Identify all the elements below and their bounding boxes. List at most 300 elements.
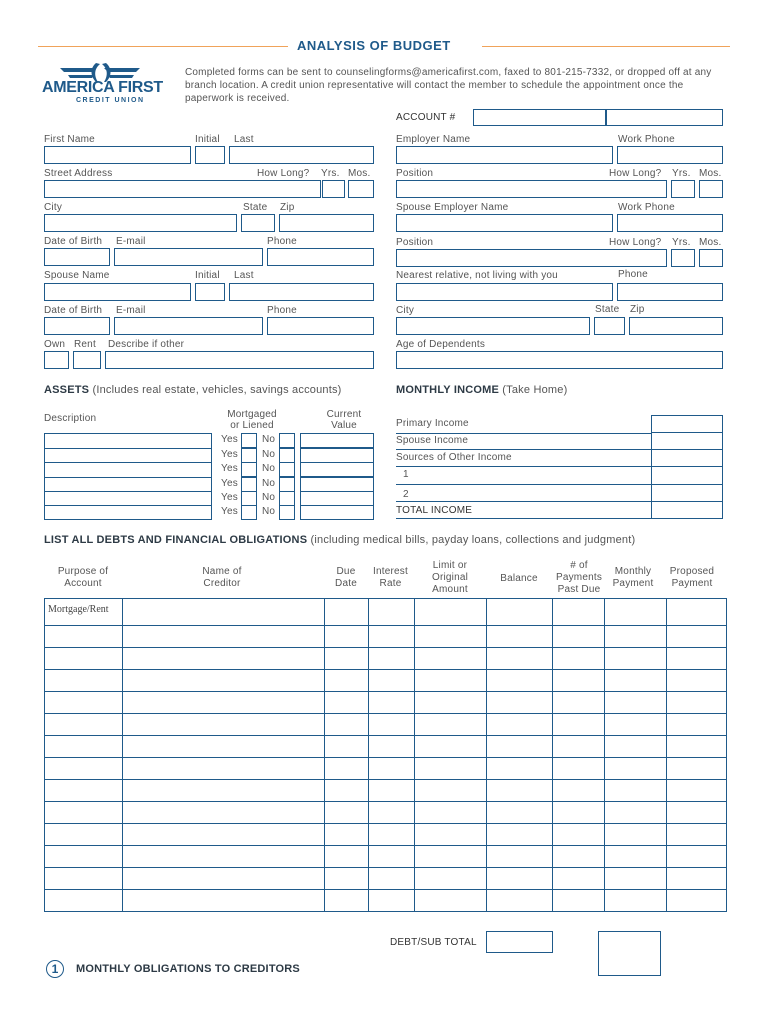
- rent-label: Rent: [74, 339, 96, 350]
- debt-cell[interactable]: [123, 846, 325, 868]
- debt-cell[interactable]: [487, 846, 553, 868]
- debt-cell[interactable]: [667, 780, 727, 802]
- debt-cell[interactable]: [415, 846, 487, 868]
- debt-cell[interactable]: [369, 824, 415, 846]
- date-field[interactable]: [606, 109, 723, 126]
- asset-no-checkbox[interactable]: [279, 433, 295, 448]
- asset-no-checkbox[interactable]: [279, 462, 295, 477]
- debt-cell[interactable]: [415, 626, 487, 648]
- debt-cell[interactable]: [415, 890, 487, 912]
- spouse-email-field[interactable]: [114, 317, 263, 335]
- debt-cell[interactable]: [369, 758, 415, 780]
- describe-field[interactable]: [105, 351, 374, 369]
- asset-yes-label: Yes: [221, 463, 238, 474]
- relative-city-label: City: [396, 305, 415, 316]
- own-label: Own: [44, 339, 66, 350]
- debt-cell[interactable]: [667, 846, 727, 868]
- table-row: [45, 626, 727, 648]
- spouse-name-field[interactable]: [44, 283, 191, 301]
- first-name-field[interactable]: [44, 146, 191, 164]
- income-rule: [396, 501, 651, 502]
- debt-cell[interactable]: [553, 868, 605, 890]
- spouse-work-phone-label: Work Phone: [618, 202, 675, 213]
- table-row: [45, 648, 727, 670]
- other-income-1-field[interactable]: [651, 466, 723, 485]
- debt-cell[interactable]: [123, 890, 325, 912]
- other-income-2-field[interactable]: [651, 484, 723, 502]
- other-income-1-label: 1: [403, 469, 409, 480]
- debt-cell[interactable]: [369, 692, 415, 714]
- spouse-position-label: Position: [396, 237, 434, 248]
- emp-mos-label: Mos.: [699, 168, 722, 179]
- rent-checkbox[interactable]: [73, 351, 101, 369]
- debt-cell[interactable]: [123, 802, 325, 824]
- debt-cell[interactable]: [487, 692, 553, 714]
- spouse-mos-field[interactable]: [699, 249, 723, 267]
- spouse-employer-label: Spouse Employer Name: [396, 202, 509, 213]
- asset-no-checkbox[interactable]: [279, 477, 295, 492]
- debt-cell[interactable]: [605, 599, 667, 626]
- logo-name: AMERICA FIRST: [42, 79, 163, 96]
- spouse-dob-label: Date of Birth: [44, 305, 103, 316]
- employer-field[interactable]: [396, 146, 613, 164]
- spouse-employer-field[interactable]: [396, 214, 613, 232]
- spouse-dob-field[interactable]: [44, 317, 110, 335]
- asset-yes-checkbox[interactable]: [241, 433, 257, 448]
- yrs-field[interactable]: [322, 180, 345, 198]
- or-liened-label: or Liened: [230, 420, 274, 431]
- debt-cell[interactable]: [487, 758, 553, 780]
- position-label: Position: [396, 168, 434, 179]
- asset-yes-label: Yes: [221, 434, 238, 445]
- debt-cell[interactable]: [667, 824, 727, 846]
- america-first-logo: [40, 60, 163, 108]
- phone-label: Phone: [267, 236, 297, 247]
- debt-cell[interactable]: [487, 868, 553, 890]
- current-label: Current: [326, 409, 362, 420]
- title-rule-left: [38, 46, 288, 47]
- debt-cell[interactable]: [553, 802, 605, 824]
- debt-cell[interactable]: [123, 670, 325, 692]
- debt-cell[interactable]: [487, 802, 553, 824]
- initial-label: Initial: [195, 134, 220, 145]
- debt-cell[interactable]: [369, 736, 415, 758]
- subtotal-label: DEBT/SUB TOTAL: [390, 937, 477, 948]
- spouse-work-phone-field[interactable]: [617, 214, 723, 232]
- mortgaged-label: Mortgaged: [227, 409, 277, 420]
- dependents-field[interactable]: [396, 351, 723, 369]
- debt-cell[interactable]: [45, 670, 123, 692]
- debt-cell[interactable]: [369, 670, 415, 692]
- debt-cell[interactable]: [667, 868, 727, 890]
- income-rule: [396, 518, 651, 519]
- debt-cell[interactable]: [415, 824, 487, 846]
- table-row: [45, 714, 727, 736]
- subtotal-monthly-field[interactable]: [598, 931, 661, 976]
- dob-field[interactable]: [44, 248, 110, 266]
- asset-yes-label: Yes: [221, 492, 238, 503]
- other-income-2-label: 2: [403, 489, 409, 500]
- debt-cell[interactable]: [553, 692, 605, 714]
- debt-cell[interactable]: [553, 758, 605, 780]
- table-row: [45, 802, 727, 824]
- asset-value-field[interactable]: [300, 505, 374, 520]
- emp-yrs-field[interactable]: [671, 180, 695, 198]
- debt-cell[interactable]: [605, 802, 667, 824]
- debt-cell[interactable]: [605, 780, 667, 802]
- asset-yes-label: Yes: [221, 449, 238, 460]
- table-row: [45, 736, 727, 758]
- account-number-field[interactable]: [473, 109, 606, 126]
- subtotal-balance-field[interactable]: [486, 931, 553, 953]
- col-past-due-header: # of Payments Past Due: [555, 560, 603, 595]
- debt-cell[interactable]: [123, 780, 325, 802]
- debt-cell[interactable]: [415, 758, 487, 780]
- describe-label: Describe if other: [108, 339, 185, 350]
- income-rule: [396, 466, 651, 467]
- debt-cell[interactable]: [605, 758, 667, 780]
- intro-text: Completed forms can be sent to counselingforms@americafirst.com, faxed to 801-215-7332, or dropped off at any branch location. A credit union representative will contact the member to schedule the appointment once the paperwork is received.: [185, 67, 712, 104]
- state-label: State: [243, 202, 268, 213]
- description-label: Description: [44, 413, 97, 424]
- col-balance-header: Balance: [500, 573, 538, 584]
- asset-no-label: No: [262, 434, 276, 445]
- asset-no-checkbox[interactable]: [279, 505, 295, 520]
- col-monthly-header: Monthly Payment: [612, 566, 654, 589]
- table-row: [45, 758, 727, 780]
- relative-state-label: State: [595, 304, 620, 315]
- debt-cell[interactable]: [605, 890, 667, 912]
- work-phone-label: Work Phone: [618, 134, 675, 145]
- debt-cell[interactable]: [487, 648, 553, 670]
- debt-cell[interactable]: [415, 648, 487, 670]
- dependents-label: Age of Dependents: [396, 339, 486, 350]
- debt-cell[interactable]: [123, 868, 325, 890]
- debt-cell[interactable]: [369, 802, 415, 824]
- spouse-email-label: E-mail: [116, 305, 146, 316]
- city-label: City: [44, 202, 63, 213]
- debt-cell[interactable]: [123, 599, 325, 626]
- value-label: Value: [331, 420, 357, 431]
- title-rule-right: [482, 46, 730, 47]
- asset-value-field[interactable]: [300, 448, 374, 463]
- asset-no-label: No: [262, 492, 276, 503]
- emp-yrs-label: Yrs.: [672, 168, 691, 179]
- debt-cell[interactable]: [553, 780, 605, 802]
- debt-cell[interactable]: [487, 626, 553, 648]
- debt-cell[interactable]: [667, 736, 727, 758]
- total-income-field[interactable]: [651, 501, 723, 519]
- phone-field[interactable]: [267, 248, 374, 266]
- asset-description-field[interactable]: [44, 433, 212, 449]
- debt-cell[interactable]: [415, 714, 487, 736]
- asset-no-label: No: [262, 449, 276, 460]
- debt-cell[interactable]: [667, 890, 727, 912]
- debt-cell[interactable]: [45, 846, 123, 868]
- work-phone-field[interactable]: [617, 146, 723, 164]
- email-label: E-mail: [116, 236, 146, 247]
- debt-cell[interactable]: [487, 890, 553, 912]
- last-label: Last: [234, 134, 254, 145]
- state-field[interactable]: [241, 214, 275, 232]
- debt-cell[interactable]: [325, 692, 369, 714]
- debt-cell[interactable]: [123, 692, 325, 714]
- debt-cell[interactable]: [325, 802, 369, 824]
- table-row: [45, 846, 727, 868]
- zip-field[interactable]: [279, 214, 374, 232]
- debt-cell[interactable]: [487, 780, 553, 802]
- debt-cell[interactable]: [45, 714, 123, 736]
- debt-cell[interactable]: [605, 736, 667, 758]
- debt-cell[interactable]: [553, 824, 605, 846]
- spouse-how-long-label: How Long?: [609, 237, 662, 248]
- debt-cell[interactable]: [123, 758, 325, 780]
- relative-city-field[interactable]: [396, 317, 590, 335]
- dob-label: Date of Birth: [44, 236, 103, 247]
- city-field[interactable]: [44, 214, 237, 232]
- relative-phone-label: Phone: [618, 269, 648, 280]
- debt-cell[interactable]: [325, 736, 369, 758]
- spouse-initial-label: Initial: [195, 270, 220, 281]
- relative-field[interactable]: [396, 283, 613, 301]
- debt-cell[interactable]: [605, 846, 667, 868]
- asset-yes-checkbox[interactable]: [241, 462, 257, 477]
- income-rule: [396, 484, 651, 485]
- asset-no-label: No: [262, 463, 276, 474]
- debt-cell[interactable]: [415, 670, 487, 692]
- debt-cell[interactable]: [605, 648, 667, 670]
- debt-cell[interactable]: [45, 626, 123, 648]
- col-purpose-header: Purpose of Account: [57, 566, 109, 589]
- table-row: [45, 890, 727, 912]
- asset-yes-checkbox[interactable]: [241, 448, 257, 463]
- debt-cell[interactable]: [487, 599, 553, 626]
- debt-cell[interactable]: [325, 648, 369, 670]
- asset-no-label: No: [262, 478, 276, 489]
- logo-sub: CREDIT UNION: [76, 97, 145, 104]
- spouse-initial-field[interactable]: [195, 283, 225, 301]
- income-rule: [396, 449, 651, 450]
- debt-cell[interactable]: [45, 736, 123, 758]
- debt-cell[interactable]: [123, 736, 325, 758]
- debt-cell[interactable]: [325, 626, 369, 648]
- primary-income-field[interactable]: [651, 415, 723, 433]
- debt-cell[interactable]: [415, 736, 487, 758]
- debt-cell[interactable]: [605, 714, 667, 736]
- spouse-last-label: Last: [234, 270, 254, 281]
- asset-value-field[interactable]: [300, 433, 374, 448]
- debt-cell[interactable]: [415, 692, 487, 714]
- debt-cell[interactable]: [369, 846, 415, 868]
- debt-cell[interactable]: [45, 890, 123, 912]
- debt-cell[interactable]: [369, 648, 415, 670]
- debt-cell[interactable]: [667, 599, 727, 626]
- debt-cell-mortgage-rent[interactable]: Mortgage/Rent: [45, 599, 123, 626]
- emp-mos-field[interactable]: [699, 180, 723, 198]
- col-rate-header: Interest Rate: [373, 566, 408, 589]
- section-number-badge: 1: [46, 960, 64, 978]
- street-label: Street Address: [44, 168, 113, 179]
- debt-cell[interactable]: [487, 670, 553, 692]
- income-heading: MONTHLY INCOME (Take Home): [396, 384, 568, 396]
- debt-cell[interactable]: [369, 626, 415, 648]
- spouse-mos-label: Mos.: [699, 237, 722, 248]
- asset-value-field[interactable]: [300, 477, 374, 492]
- debt-cell[interactable]: [369, 780, 415, 802]
- debt-cell[interactable]: [415, 599, 487, 626]
- position-field[interactable]: [396, 180, 667, 198]
- debt-cell[interactable]: [667, 626, 727, 648]
- debt-cell[interactable]: [667, 648, 727, 670]
- how-long-label: How Long?: [257, 168, 310, 179]
- debt-cell[interactable]: [45, 758, 123, 780]
- debt-cell[interactable]: [605, 670, 667, 692]
- assets-heading: ASSETS (Includes real estate, vehicles, savings accounts): [44, 384, 342, 396]
- zip-label: Zip: [280, 202, 295, 213]
- spouse-income-label: Spouse Income: [396, 435, 469, 446]
- debt-cell[interactable]: [325, 758, 369, 780]
- debts-heading: LIST ALL DEBTS AND FINANCIAL OBLIGATIONS (including medical bills, payday loans, collections and judgment): [44, 534, 636, 546]
- mos-label: Mos.: [348, 168, 371, 179]
- first-name-label: First Name: [44, 134, 95, 145]
- debt-cell[interactable]: [45, 802, 123, 824]
- debt-cell[interactable]: [325, 890, 369, 912]
- income-rule: [396, 433, 651, 434]
- initial-field[interactable]: [195, 146, 225, 164]
- other-income-field[interactable]: [651, 449, 723, 467]
- other-income-label: Sources of Other Income: [396, 452, 512, 463]
- spouse-yrs-field[interactable]: [671, 249, 695, 267]
- yrs-label: Yrs.: [321, 168, 340, 179]
- debt-cell[interactable]: [369, 868, 415, 890]
- street-field[interactable]: [44, 180, 321, 198]
- debt-cell[interactable]: [487, 736, 553, 758]
- relative-phone-field[interactable]: [617, 283, 723, 301]
- debt-cell[interactable]: [369, 890, 415, 912]
- debt-cell[interactable]: [369, 714, 415, 736]
- spouse-last-field[interactable]: [229, 283, 374, 301]
- relative-state-field[interactable]: [594, 317, 625, 335]
- debt-cell[interactable]: [45, 648, 123, 670]
- col-creditor-header: Name of Creditor: [202, 566, 242, 589]
- debt-cell[interactable]: [605, 824, 667, 846]
- asset-no-checkbox[interactable]: [279, 448, 295, 463]
- debt-cell[interactable]: [325, 714, 369, 736]
- debt-cell[interactable]: [553, 846, 605, 868]
- asset-yes-checkbox[interactable]: [241, 505, 257, 520]
- spouse-position-field[interactable]: [396, 249, 667, 267]
- debt-cell[interactable]: [553, 648, 605, 670]
- own-checkbox[interactable]: [44, 351, 69, 369]
- debt-cell[interactable]: [325, 846, 369, 868]
- spouse-income-field[interactable]: [651, 432, 723, 450]
- table-row: [45, 692, 727, 714]
- debt-cell[interactable]: [325, 824, 369, 846]
- relative-label: Nearest relative, not living with you: [396, 270, 558, 281]
- debt-cell[interactable]: [45, 780, 123, 802]
- debt-cell[interactable]: [325, 868, 369, 890]
- debt-cell[interactable]: [415, 868, 487, 890]
- asset-no-label: No: [262, 506, 276, 517]
- debt-cell[interactable]: [487, 714, 553, 736]
- asset-yes-label: Yes: [221, 478, 238, 489]
- debt-cell[interactable]: [45, 824, 123, 846]
- debt-cell[interactable]: [553, 736, 605, 758]
- debt-cell[interactable]: [667, 802, 727, 824]
- asset-value-field[interactable]: [300, 491, 374, 506]
- spouse-phone-label: Phone: [267, 305, 297, 316]
- debt-cell[interactable]: [325, 599, 369, 626]
- employer-label: Employer Name: [396, 134, 471, 145]
- asset-yes-checkbox[interactable]: [241, 477, 257, 492]
- debt-cell[interactable]: [553, 599, 605, 626]
- table-row: [45, 824, 727, 846]
- asset-description-field[interactable]: [44, 462, 212, 478]
- asset-yes-checkbox[interactable]: [241, 491, 257, 506]
- asset-no-checkbox[interactable]: [279, 491, 295, 506]
- page-title: ANALYSIS OF BUDGET: [297, 38, 451, 53]
- debt-cell[interactable]: [667, 670, 727, 692]
- asset-value-field[interactable]: [300, 462, 374, 477]
- account-label: ACCOUNT #: [396, 112, 456, 123]
- debt-cell[interactable]: [123, 626, 325, 648]
- debt-cell[interactable]: [325, 670, 369, 692]
- asset-yes-label: Yes: [221, 506, 238, 517]
- table-row: [45, 780, 727, 802]
- debt-cell[interactable]: [415, 802, 487, 824]
- debt-cell[interactable]: [415, 780, 487, 802]
- table-row: [45, 599, 727, 626]
- table-row: [45, 868, 727, 890]
- col-due-header: Due Date: [335, 566, 357, 589]
- debt-cell[interactable]: [553, 670, 605, 692]
- relative-zip-field[interactable]: [629, 317, 723, 335]
- debt-cell[interactable]: [553, 890, 605, 912]
- table-row: [45, 670, 727, 692]
- mos-field[interactable]: [348, 180, 374, 198]
- col-limit-header: Limit or Original Amount: [431, 560, 469, 595]
- debt-cell[interactable]: [553, 626, 605, 648]
- last-name-field[interactable]: [229, 146, 374, 164]
- col-proposed-header: Proposed Payment: [669, 566, 715, 589]
- debt-cell[interactable]: [605, 868, 667, 890]
- emp-how-long-label: How Long?: [609, 168, 662, 179]
- debt-cell[interactable]: [667, 692, 727, 714]
- email-field[interactable]: [114, 248, 263, 266]
- monthly-obligations-heading: MONTHLY OBLIGATIONS TO CREDITORS: [76, 963, 300, 975]
- relative-zip-label: Zip: [630, 304, 645, 315]
- asset-description-field[interactable]: [44, 505, 212, 520]
- debt-cell[interactable]: [123, 714, 325, 736]
- debt-cell[interactable]: [45, 868, 123, 890]
- spouse-yrs-label: Yrs.: [672, 237, 691, 248]
- primary-income-label: Primary Income: [396, 418, 469, 429]
- debt-cell[interactable]: [605, 692, 667, 714]
- debt-cell[interactable]: [325, 780, 369, 802]
- spouse-phone-field[interactable]: [267, 317, 374, 335]
- debts-table: [44, 598, 727, 912]
- spouse-name-label: Spouse Name: [44, 270, 110, 281]
- debt-cell[interactable]: [667, 714, 727, 736]
- debt-cell[interactable]: [45, 692, 123, 714]
- debt-cell[interactable]: [123, 648, 325, 670]
- debt-cell[interactable]: [369, 599, 415, 626]
- debt-cell[interactable]: [667, 758, 727, 780]
- debt-cell[interactable]: [605, 626, 667, 648]
- debt-cell[interactable]: [553, 714, 605, 736]
- debt-cell[interactable]: [487, 824, 553, 846]
- debt-cell[interactable]: [123, 824, 325, 846]
